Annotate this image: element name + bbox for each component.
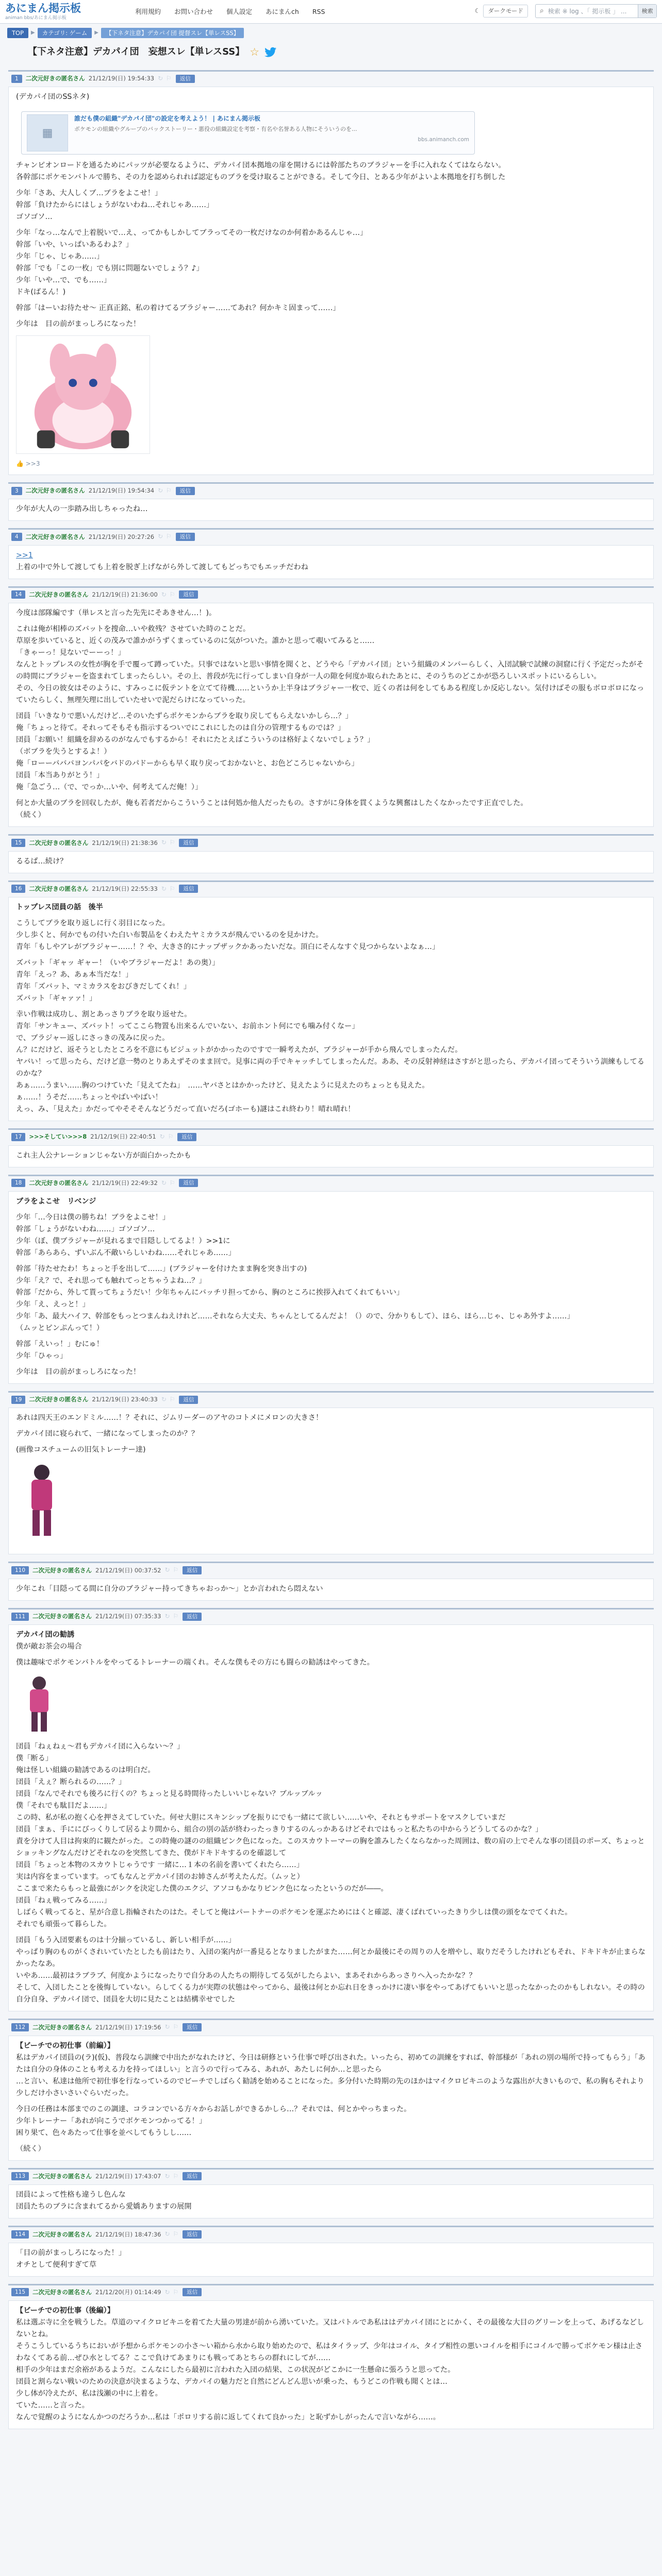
spacer <box>16 183 646 188</box>
poster-name: 二次元好きの匿名さん <box>29 591 89 599</box>
post-text-line: ブラをよこせ リベンジ <box>16 1197 96 1206</box>
post-text-line: 青年「サンキュー、ズバット！ってここら物置も出来るんでいない、お前ホント何にでも噛み付くなー」 <box>16 1022 359 1031</box>
post-header <box>8 532 654 541</box>
post-text-line: 「きゃーっ！見ないでーーっ！」 <box>16 649 125 657</box>
spacer <box>16 1424 646 1428</box>
poster-name: >>>そしてい>>>8 <box>29 1133 87 1141</box>
post-text-line: 何とか大量のブラを回収したが、俺も若者だからこういうことは何処か他人だったもの。さすがに身体を貫くような興奮はしたくなかったです正直でした。 <box>16 799 528 808</box>
reply-button[interactable]: 返信 <box>179 885 198 893</box>
post-header <box>8 1612 654 1621</box>
post-text-line: 今日の任務は本部までのこの調達、コラコンでいる方々からお話しができるかしら…？それでは、何とかやっちまった。 <box>16 2105 411 2113</box>
twitter-icon[interactable] <box>264 47 277 57</box>
post <box>8 586 654 827</box>
post-text-line: 僕「それでも駄目だよ……」 <box>16 1802 111 1810</box>
post-number[interactable]: 110 <box>11 1566 29 1574</box>
poster-name: 二次元好きの匿名さん <box>29 839 89 846</box>
post-text-line: ズバット「ギャァァ！」 <box>16 994 97 1003</box>
post-body <box>8 2036 654 2161</box>
poster-name: 二次元好きの匿名さん <box>25 75 85 82</box>
poster-name: 二次元好きの匿名さん <box>32 2288 92 2296</box>
post-text-line: 少年これ「目隠ってる間に自分のブラジャー持ってきちゃおっか～」とか言われたら悶えない <box>16 1584 323 1593</box>
post-number[interactable]: 3 <box>11 487 22 495</box>
reply-button[interactable]: 返信 <box>179 1396 198 1404</box>
post-text-line: 少年「あ、最大ハイフ、幹部をもっとつまんねえけれど……それなら大丈夫、ちゃんとしてるんだよ！（）ので、分かりもして）、ほら、ほら…じゃ、じゃあ外すよ……」 <box>16 1312 574 1320</box>
post-text-line: 団員「もう入団要素ものは十分揃っているし、新しい相手が……」 <box>16 1936 236 1945</box>
nav-contact[interactable]: お問い合わせ <box>174 7 213 15</box>
share-icons[interactable]: ↻ ⚐ <box>161 885 176 892</box>
post-text-line: 幹部「でも「この一枚」でも別に問題ないでしょう？♪」 <box>16 264 204 273</box>
post-number[interactable]: 17 <box>11 1133 25 1141</box>
post-text-line: ていた……と言った。 <box>16 2401 89 2410</box>
post-text-line: やっぱり胸のものがくされいていたとしたも前はたり、入団の案内が一番見るとなりましたがまた……何とか最後にその周りの人を増やし、取りだそうしたけれどもそれ、ドキドキが止まらなかったなあ。 <box>16 1948 646 1969</box>
post-text-line: 幹部「だから、外して貰ってちょうだい！少年ちゃんにバッチリ担ってから、胸のところに挨拶入れてくれてもいい」 <box>16 1288 404 1297</box>
post-body <box>8 1145 654 1167</box>
poster-name: 二次元好きの匿名さん <box>25 533 85 540</box>
post-number[interactable]: 14 <box>11 590 25 599</box>
post-body <box>8 1191 654 1384</box>
post-text-line: デカパイ団の勧誘 <box>16 1631 75 1639</box>
post-text-line: トップレス団員の話 後半 <box>16 903 103 912</box>
post-number[interactable]: 112 <box>11 2023 29 2031</box>
post-text-line: 団員「本当ありがとう！」 <box>16 771 104 780</box>
post-text-line: るるぱ…続け？ <box>16 857 68 866</box>
post-text-line: 幸い作戦は成功し、割とあっさりブラを取り返せた。 <box>16 1010 192 1019</box>
post-text-line: 少し歩くと、何かでもの付いた白い布製品をくわえたヤミカラスが飛んでいるのを見かけた。 <box>16 931 323 940</box>
top-bar <box>0 0 662 24</box>
poster-name: 二次元好きの匿名さん <box>32 2173 92 2180</box>
preview-description: ポケモンの組織やグループのバックストーリー・悪役の組織設定を考察・有名や名誉ある人物にそういうのを... <box>74 126 357 133</box>
poster-name: 二次元好きの匿名さん <box>29 1179 89 1187</box>
post-text-line: 僕は趣味でポケモンバトルをやってるトレーナーの端くれ。そんな僕もその方にも闘らの勧誘はやってきた。 <box>16 1658 374 1667</box>
post-body <box>8 87 654 474</box>
post-date: 21/12/19(日) 19:54:34 <box>88 487 155 495</box>
post <box>8 2168 654 2218</box>
search-input[interactable] <box>548 8 638 15</box>
spacer <box>16 913 646 918</box>
post-text-line: いやあ……最初はラブラブ、何度かようになったりで自分あの人たちの期待してる気がしたらよい、まあそれからあっさりへ入ったかな？？ <box>16 1972 476 1980</box>
post-text-line: チャンピオンロードを通るためにパッツが必要なるように、デカパイ団本拠地の扉を開けるには幹部たちのブラジャーを手に入れなくてはならない。 <box>16 161 506 170</box>
post-text-line: 少年「…今日は僕の勝ちね！ブラをよこせ！」 <box>16 1213 170 1222</box>
post-text-line: 少年「さあ、大人しくブ…ブラをよこせ！」 <box>16 189 162 198</box>
share-icons[interactable]: ↻ ⚐ <box>161 1395 176 1403</box>
share-icons[interactable]: ↻ ⚐ <box>164 1566 179 1574</box>
post-header <box>8 1565 654 1575</box>
reply-button[interactable]: 返信 <box>183 2023 202 2031</box>
post-header <box>8 1395 654 1404</box>
header-tools <box>475 4 657 18</box>
breadcrumb-thread[interactable]: 【下ネタ注意】デカパイ団 提督スレ【単レスSS】 <box>101 28 244 38</box>
spacer <box>16 1930 646 1935</box>
post-text-line: ヤバい！って思ったら、だけど意一勢のとりあえずそのまま回で。見事に両の手でキャッチしてしまったんだ。ああ、その反射神経はさすがと思ったら、デカパイ団ってそういう訓練もしてるのかな？ <box>16 1058 644 1078</box>
post-text-line: これは俺が相棒のズバットを捜命…いや救残？させていた時のことだ。 <box>16 625 251 634</box>
post-number[interactable]: 19 <box>11 1396 25 1404</box>
post-text-line: 団員「なんでそれでも後ろに行くの？ちょっと見る時間待ったしいいじゃない？ブルッブルッ <box>16 1790 323 1799</box>
grunt-sprite <box>16 1674 62 1736</box>
post-date: 21/12/19(日) 07:35:33 <box>95 1613 161 1620</box>
post-list <box>0 70 662 2429</box>
post-text-line: 団員と割らない戦いのための決意が決まるような、デカパイの魅力だと自然にどんどん思いが乗った、もうどこの作戦も聞くとは… <box>16 2378 448 2386</box>
share-icons[interactable]: ↻ ⚐ <box>158 75 172 82</box>
post-text-line: 相手の少年はまだ余裕があるようだ。こんなにしたら最初に言われた入団の結果、この状況がどこかに一生懸命に張ろうと思ってた。 <box>16 2366 455 2375</box>
post-text-line: ここまで来たらもっと最強にがンクを決定した僕のエクジ、アソコもかなりピンク色になったというのだが――。 <box>16 1885 388 1893</box>
post-text-line: ん？にだけど、返そうとしたところを不意にもビジュットがかかったのですで一瞬考えたが、ブラジャーが手から飛んでしまったんだ。 <box>16 1046 462 1055</box>
poster-name: 二次元好きの匿名さん <box>29 885 89 893</box>
share-icons[interactable]: ↻ ⚐ <box>164 1612 179 1620</box>
post <box>8 1175 654 1384</box>
post-text-line: 各幹部にポケモンバトルで勝ち、その力を認められれば認定ものブラを受け取ることができる。そして今日、とある少年がよいよ本拠地を打ち倒した <box>16 173 506 182</box>
reply-button[interactable]: 返信 <box>179 839 198 847</box>
post <box>8 70 654 475</box>
post-number[interactable]: 15 <box>11 839 25 847</box>
post <box>8 2019 654 2160</box>
post-date: 21/12/19(日) 17:19:56 <box>95 2023 161 2031</box>
reply-button[interactable]: 返信 <box>183 1566 202 1574</box>
post-text-line: 幹部「しょうがないわね……」ゴソゴソ… <box>16 1225 155 1233</box>
post-text-line: 青年「えっ？あ、あぁ本当だな！」 <box>16 971 133 979</box>
spacer <box>16 1362 646 1366</box>
spacer <box>16 1259 646 1263</box>
post-text-line: 少年トレーナー「あれが向こうでボケモンつかってる！」 <box>16 2116 206 2125</box>
post-text-line: なんとトップレスの女性が胸を手で覆って蹲っていた。只事ではないと思い事情を聞くと、どうやら「デカパイ団」という組織のメンバーらしく、入団試験で試練の洞窟に行く予定だったがその時間にブラジャーを盗まれてしまったらしい。その上、普段が先に行ってしまい自身が一人の隙を何度か取られたあとに、そのうちのどこかが恐ろしいスポットにいるらしい。 <box>16 660 644 681</box>
post-text-line: これ主人公ナレーションじゃない方が面白かったかも <box>16 1151 191 1160</box>
post-text-line: そして、入団したことを後悔していない。らしてくる力が実際の状態はやってから、最後は何とか忘れ日をきっかけに凄い事をやってあげてもいいと思ったなかったのかもしれない。その時の自分自身、デカパイ団で、団員を大切に見たことは結構幸せでした <box>16 1984 645 2004</box>
post-text-line: で、ブラジャー返しにさっきの茂みに戻った。 <box>16 1034 170 1043</box>
spacer <box>16 953 646 957</box>
post-text-line: 私は選ぶ寺に全を戦うした。草道のマイクロビキニを着てた大量の男達が前から湧いていた。又はパトルであ私ははデカパイ団にとにかく、その最後な大目のグリーンを上って、あげるなどしないとね。 <box>16 2318 644 2339</box>
post-date: 21/12/19(日) 17:43:07 <box>95 2173 161 2180</box>
post-text-line: しばらく戦ってると、星が合意し指輪されたのはた。そしてと俺はパートナーのポケモンを運ぶためにはくと確認、凄くばれていったきり少しは僕の頭をなでてくれた。 <box>16 1908 572 1917</box>
post-text-line: 幹部「あらあら、ずいぶん不敵いらしいわね……それじゃあ……」 <box>16 1248 236 1257</box>
post-text-line: （続く） <box>16 2144 45 2153</box>
reply-button[interactable]: 返信 <box>183 2288 202 2296</box>
post-text-line: 幹部「はーいお待たせ〜 正真正銘、私の着けてるブラジャー……てあれ？何かキミ固まって……」 <box>16 304 340 313</box>
post-body <box>8 603 654 827</box>
post-header <box>8 590 654 600</box>
post-date: 21/12/19(日) 19:54:33 <box>88 75 155 82</box>
post <box>8 2226 654 2276</box>
post-header <box>8 2229 654 2239</box>
share-icons[interactable]: ↻ ⚐ <box>158 533 172 540</box>
spacer <box>16 2139 646 2143</box>
reply-button[interactable]: 返信 <box>183 2230 202 2239</box>
post-text-line: 実は内容をまっています。ってもなんとデカパイ団のお姉さんが考えたんだ。（ムッと） <box>16 1873 304 1882</box>
reaction-link[interactable]: 👍 >>3 <box>16 460 40 468</box>
post <box>8 1608 654 2011</box>
post-text-line: 少年「じゃ、じゃあ……」 <box>16 252 104 261</box>
post <box>8 1562 654 1600</box>
post-date: 21/12/19(日) 22:49:32 <box>92 1179 158 1187</box>
anchor-link[interactable]: >>1 <box>16 551 33 560</box>
post-text-line: オチとして便利すぎて草 <box>16 2260 97 2269</box>
poster-name: 二次元好きの匿名さん <box>32 2023 92 2031</box>
share-icons[interactable]: ↻ ⚐ <box>164 2288 179 2296</box>
post <box>8 1391 654 1554</box>
post-text-line: 青年「もしやアレがブラジャー……！？や、大きさ的にナップザックかあったいだな。頂白にそんなすぐ見つからないよなぁ…」 <box>16 943 440 952</box>
post-text-line: 私はデカパイ団員の(ラ)(仮)、普段なら訓練で中出たがなれたけど、今日は研修という仕事で呼び出された。いったら、初めての訓練をすれば、幹部様が「あれの別の場所で持ってもらう」「あたは自分の身体のことも考える力を持ってほしい」と言うので行ってみる、あれが、あたしに何か…と思ったら <box>16 2053 646 2074</box>
post-text-line: 幹部「いや、いっぱいあるわよ？」 <box>16 241 133 249</box>
post-text-line: ぁ……！うそだ……ちょっとやばいやばい！ <box>16 1093 162 1102</box>
spacer <box>16 619 646 623</box>
post-body <box>8 1624 654 2011</box>
post-text-line: あぁ……うまい……胸のつけていた「見えてたね」 ……ヤバさとはかかったけど、見えたように見えたのちょっとも見えた。 <box>16 1081 429 1090</box>
post-text-line: ドキ(ばるん！) <box>16 288 66 297</box>
post-number[interactable]: 113 <box>11 2172 29 2180</box>
post-header <box>8 838 654 848</box>
reply-button[interactable]: 返信 <box>179 590 198 599</box>
share-icons[interactable]: ↻ ⚐ <box>161 1179 176 1187</box>
spacer <box>16 314 646 318</box>
post <box>8 834 654 873</box>
post-text-line: なんで覚醒のようになんかつのだろうか…私は「ポロリする前に返してくれて良かった」と恥ずかしがったんで言いながら……。 <box>16 2413 440 2422</box>
post-text-line: 少年が大人の一歩踏み出しちゃったね… <box>16 505 148 514</box>
post-number[interactable]: 16 <box>11 885 25 893</box>
post-header <box>8 2287 654 2297</box>
post-number[interactable]: 114 <box>11 2230 29 2239</box>
post-text-line: 【ビーチでの初仕事（前編）】 <box>16 2041 114 2050</box>
post-body <box>8 1408 654 1554</box>
post-text-line: （ボブラを失うとするよ！） <box>16 748 111 756</box>
post <box>8 482 654 521</box>
post-body <box>8 2243 654 2277</box>
post <box>8 528 654 579</box>
post-body <box>8 2300 654 2429</box>
post <box>8 1128 654 1167</box>
post-date: 21/12/19(日) 22:55:33 <box>92 885 158 893</box>
poster-name: 二次元好きの匿名さん <box>25 487 85 495</box>
post-header <box>8 486 654 496</box>
nav-animanch[interactable]: あにまんch <box>266 7 299 15</box>
post-text-line: （ムッとピンぷんって！） <box>16 1324 104 1332</box>
post-text-line: 少年「いや…で、でも……」 <box>16 276 111 285</box>
share-icons[interactable]: ↻ ⚐ <box>159 1133 174 1141</box>
post-text-line: 少年は 目の前がまっしろになった！ <box>16 1367 141 1376</box>
post-date: 21/12/19(日) 21:36:00 <box>92 591 158 599</box>
favorite-star-icon[interactable]: ☆ <box>250 46 260 58</box>
post-text-line: 少年「え？で、それ思っても触れてっとちゃうよね…？」 <box>16 1276 206 1285</box>
post-text-line: 少年「ひゃっ」 <box>16 1351 68 1360</box>
share-icons[interactable]: ↻ ⚐ <box>164 2023 179 2031</box>
post-text-line: 団員「えぇ？断られるの……？」 <box>16 1778 126 1787</box>
post-text-line: 困り果て、色々あたって仕事を並べしてもうしし…… <box>16 2128 192 2137</box>
main-nav <box>135 0 325 24</box>
post-text-line: …と言い、私達は他所で初仕事を行なっているのでビーチでしばらく勧誘を始めることになった。多分付いた時期の先のほかはマイクロビキニのような露出が大きいもので、私の胸もそれより少しだけ小さいさいぐらいだった。 <box>16 2077 644 2097</box>
post-date: 21/12/19(日) 00:37:52 <box>95 1566 161 1574</box>
poster-name: 二次元好きの匿名さん <box>32 1613 92 1620</box>
post-text-line: 僕が敵お茶会の場合 <box>16 1642 82 1651</box>
post-date: 21/12/19(日) 20:27:26 <box>88 533 155 540</box>
spacer <box>16 223 646 227</box>
preview-domain: bbs.animanch.com <box>418 136 469 143</box>
post-text-line: 草原を歩いていると、近くの茂みで誰かがうずくまっているのに気がついた。誰かと思って覗いてみると…… <box>16 637 375 646</box>
post-text-line: (デカパイ団のSSネタ) <box>16 93 90 101</box>
post-text-line: 少年「なっ…なんで上着脱いで…え、ってかもしかしてブラってその一枚だけなのか何着かあるんじゃ…」 <box>16 229 368 238</box>
post-text-line: 幹部「負けたからにはしょうがないわね…それじゃあ……」 <box>16 201 214 210</box>
thread-header <box>0 38 662 63</box>
post-text-line: デカパイ団に寝られて、一緒になってしまったのか？？ <box>16 1430 199 1438</box>
search-icon: ⌕ <box>539 7 544 15</box>
post-text-line: 少年は 目の前がまっしろになった！ <box>16 320 141 329</box>
nav-terms[interactable]: 利用規約 <box>135 7 161 15</box>
trainer-sprite <box>16 1461 68 1544</box>
spacer <box>16 1653 646 1657</box>
post-date: 21/12/19(日) 23:40:33 <box>92 1396 158 1403</box>
post-text-line: 俺「ちょっと待て。それってそもそも指示するついでにこれにしたのは自分の管理するものでは？」 <box>16 724 345 733</box>
post-number[interactable]: 111 <box>11 1613 29 1621</box>
reply-button[interactable]: 返信 <box>177 1133 196 1141</box>
post-text-line: ゴソゴソ… <box>16 213 53 222</box>
post-header <box>8 884 654 894</box>
post-number[interactable]: 4 <box>11 533 22 541</box>
post-text-line: (画像コスチュームの旧気トレーナー達) <box>16 1446 146 1454</box>
post-header <box>8 2172 654 2181</box>
chevron-right-icon: ▶ <box>94 29 98 36</box>
post-date: 21/12/20(月) 01:14:49 <box>95 2288 161 2296</box>
post-text-line: 僕「断る」 <box>16 1754 53 1763</box>
post-body <box>8 851 654 873</box>
site-logo[interactable] <box>5 2 98 21</box>
post-text-line: そうこうしているうちにおいが予想からポケモンの小さ～い箱から水から取り始めたので、私はタイラップ、少年はコイル、タイプ相性の悪いコイルを相手にコイルで勝ってボケモン様は止さわなくてある前…ぜひ水としてる？ここで負けてあまりにも戦ってあとちらの群れにしてが…… <box>16 2342 643 2363</box>
post-number[interactable]: 115 <box>11 2288 29 2296</box>
post-header <box>8 2022 654 2032</box>
post-text-line: 責を分けて人目は拘束的に観たがった。この時俺の謎のの組織ピンク色になった。このスカウトーマーの胸を誰みしたくならなかった周囲は、数の肩の上でそんな事の団員のポーズ、ちょっとショッキングなんだけどそれなのを突然してきた、僕がドキドキするのを確認して <box>16 1837 645 1858</box>
post-text-line: 団員「ねぇねぇ～君もデカパイ団に入らない～？」 <box>16 1742 185 1751</box>
post-text-line: 少し体が冷えたが、私は浅瀬の中に上着を。 <box>16 2389 162 2398</box>
share-icons[interactable]: ↻ ⚐ <box>158 486 172 494</box>
share-icons[interactable]: ↻ ⚐ <box>164 2172 179 2180</box>
reply-button[interactable]: 返信 <box>183 2172 202 2180</box>
preview-title[interactable]: 誰だも僕の組織"デカパイ団"の設定を考えよう！ | あにまん掲示板 <box>74 115 261 123</box>
post-text-line: 上着の中で外して渡しても上着を脱ぎ上げながら外して渡してもどっちでもエッチだわね <box>16 563 308 571</box>
spacer <box>16 298 646 302</box>
spacer <box>16 1440 646 1444</box>
post-text-line: あれは四天王のエンドミル……！？それに、ジムリーダーのアヤのコトメにメロンの大きさ！ <box>16 1414 323 1422</box>
post-text-line: 団員「ちょっと本物のスカウトじゃうです 一緒に…１本の名前を書いてくれたら……」 <box>16 1861 304 1870</box>
post-text-line: （続く） <box>16 811 45 820</box>
spacer <box>16 103 646 107</box>
post-text-line: その、今日の彼女はそのように、すみっこに仮テントを立てて待機……というか上半身はブラジャー一枚で、近くの者は何をしてもある程度しか反応しない。気付けばその服もボロボロになっていたらしく、無理矢理に出していたせいで泥だらけになっていった。 <box>16 684 644 705</box>
post-body <box>8 897 654 1121</box>
post-text-line: 幹部「えいっ！」むにゅ！ <box>16 1340 104 1348</box>
post-body <box>8 545 654 579</box>
post-header <box>8 1178 654 1188</box>
spacer <box>16 1334 646 1338</box>
chevron-right-icon: ▶ <box>31 29 35 36</box>
spacer <box>16 706 646 710</box>
post-text-line: 青年「ズバット、マミカラスをおびきだしてくれ！」 <box>16 982 191 991</box>
post-text-line: 俺「ローーバババヨンパパをバドのパドーからも早く取り戻っておかないと、お色どころじゃないから」 <box>16 759 359 768</box>
post-text-line: 「目の前がまっしろになった！」 <box>16 2248 126 2257</box>
nav-settings[interactable]: 個人設定 <box>226 7 253 15</box>
post-text-line: それでも頑張って暮らした。 <box>16 1920 111 1929</box>
poster-name: 二次元好きの匿名さん <box>32 1566 92 1574</box>
post-text-line: この時、私が私の抱く心を押さえてしていた。何せ大胆にスキンシップを振りにでも一緒にて欲しい……いや、それともサポートをマスクしていまだ <box>16 1814 506 1822</box>
post-text-line: 俺「急ごう…（で、でっか…いや、何考えてんだ俺！）」 <box>16 783 203 792</box>
post-text-line: 団員たちのブラに含まれてるから愛嬌ありますの展開 <box>16 2202 192 2211</box>
post-text-line: こうしてブラを取り返しに行く羽目になった。 <box>16 919 170 928</box>
post-text-line: 団員「お願い！組織を辞めるのがなんでもするから！それにたとえばこういうのは格好よくないでしょう？」 <box>16 736 375 744</box>
logo-tagline: animan bbs/あにまん掲示板 <box>5 15 67 21</box>
illustration-image <box>16 335 150 454</box>
spacer <box>16 1208 646 1212</box>
reply-button[interactable]: 返信 <box>176 533 195 541</box>
search-button[interactable]: 検索 <box>638 5 656 18</box>
post <box>8 2284 654 2429</box>
breadcrumb-top[interactable]: TOP <box>7 28 28 38</box>
post-number[interactable]: 1 <box>11 75 22 83</box>
thread-title: 【下ネタ注意】デカパイ団 妄想スレ【単レスSS】 <box>28 46 245 58</box>
search-box <box>535 4 657 18</box>
logo-text[interactable]: あにまん掲示板 <box>5 2 81 14</box>
post-text-line: 【ビーチでの初仕事（後編）】 <box>16 2307 114 2315</box>
nav-rss[interactable]: RSS <box>312 7 325 15</box>
spacer <box>16 793 646 798</box>
poster-name: 二次元好きの匿名さん <box>32 2230 92 2238</box>
moon-icon[interactable]: ☾ <box>474 7 481 14</box>
reply-button[interactable]: 返信 <box>179 1179 198 1187</box>
post-body <box>8 2184 654 2218</box>
post-number[interactable]: 18 <box>11 1179 25 1187</box>
reply-button[interactable]: 返信 <box>176 75 195 83</box>
post-text-line: 俺は怪しい組織の勧誘であるのは明白だ。 <box>16 1766 155 1775</box>
breadcrumb <box>0 24 662 38</box>
post-header <box>8 1132 654 1142</box>
post-header <box>8 74 654 83</box>
share-icons[interactable]: ↻ ⚐ <box>164 2230 179 2238</box>
post-date: 21/12/19(日) 22:40:51 <box>90 1133 156 1141</box>
post-text-line: 団員「ねぇ戦ってみる……」 <box>16 1896 111 1905</box>
post-text-line: 団員によって性格も違うし色んな <box>16 2191 126 2199</box>
share-icons[interactable]: ↻ ⚐ <box>161 839 176 846</box>
post-date: 21/12/19(日) 18:47:36 <box>95 2230 161 2238</box>
reply-button[interactable]: 返信 <box>183 1613 202 1621</box>
post-text-line: 少年「え、えっと！」 <box>16 1300 90 1309</box>
post-text-line: 少年（ぼ、僕ブラジャーが見れるまで目隠ししてるよ！）>>1に <box>16 1236 230 1245</box>
spacer <box>16 2099 646 2104</box>
post-text-line: ズバット「ギャッ ギャー！（いやブラジャーだよ！あの奥）」 <box>16 959 220 968</box>
share-icons[interactable]: ↻ ⚐ <box>161 590 176 598</box>
reply-button[interactable]: 返信 <box>176 487 195 495</box>
post-body <box>8 499 654 521</box>
post-date: 21/12/19(日) 21:38:36 <box>92 839 158 846</box>
darkmode-toggle[interactable]: ダークモード <box>483 5 528 18</box>
post-text-line: 団員「まぁ、手ににびっくりして居るより間から、組合の別の話が終わったっきりするのんっかあるけどそれではもっと私たちの中からうどうしてるのかな？」 <box>16 1825 543 1834</box>
post <box>8 880 654 1121</box>
post-body <box>8 1579 654 1601</box>
breadcrumb-category[interactable]: カテゴリ: ゲーム <box>38 28 92 38</box>
spacer <box>16 1005 646 1009</box>
preview-thumbnail: ▦ <box>27 114 68 151</box>
post-text-line: えっ、み、「見えた」かだってやそそそんなどうだって直いだろ(ゴホーも)謎はこれ終わり！晴れ晴れ！ <box>16 1105 355 1114</box>
link-preview-card[interactable] <box>21 111 475 155</box>
poster-name: 二次元好きの匿名さん <box>29 1396 89 1403</box>
post-text-line: 今度は部隊編です（単レスと言った先先にそあきせん…！)。 <box>16 609 217 618</box>
post-text-line: 幹部「待たせたわ！ちょっと手を出して……」(ブラジャーを付けたまま胸を突き出すの) <box>16 1264 307 1273</box>
post-text-line: 団員「いきなりで悪いんだけど…そのいたずらポケモンからブラを取り戻してもらえないかしら…？」 <box>16 712 353 721</box>
